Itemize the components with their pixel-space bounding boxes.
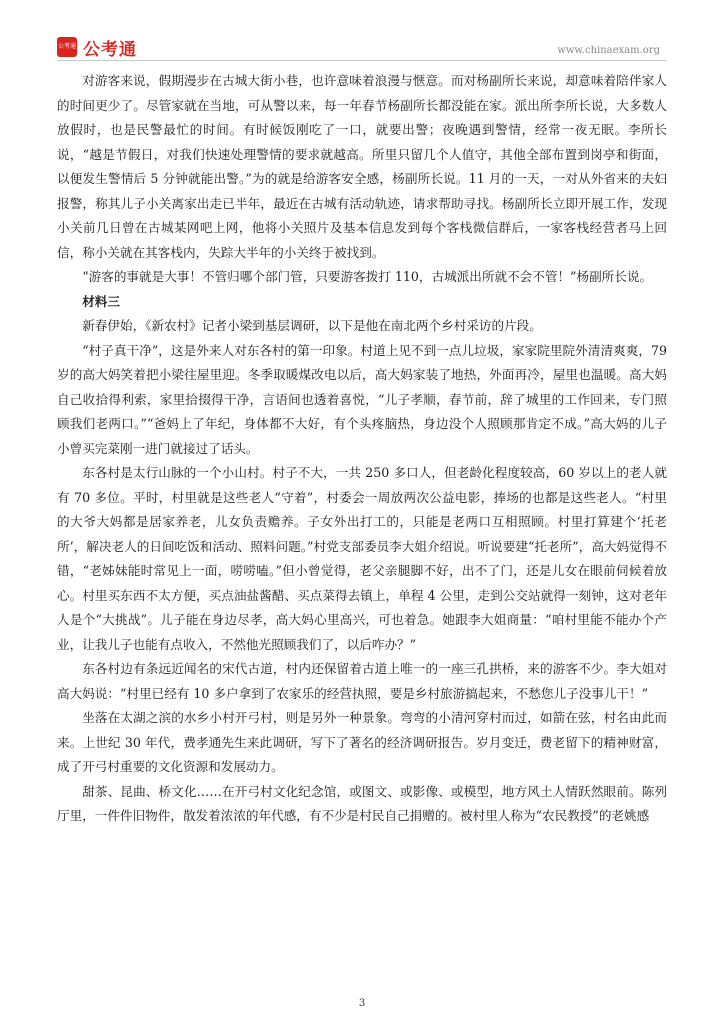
page-number: 3: [358, 998, 366, 1009]
paragraph: “村子真干净”，这是外来人对东各村的第一印象。村道上见不到一点儿垃圾，家家院里院外清清爽爽，79 岁的高大妈笑着把小梁往屋里迎。冬季取暖煤改电以后，高大妈家装了地热，外面再冷，屋里也温暖。高大妈自己收拾得利索，家里拾掇得干净，言语间也透着喜悦，“儿子孝顺，春节前，辞了城里的工作回来，专门照顾我们老两口。”“爸妈上了年纪，身体都不大好，有个头疼脑热，身边没个人照顾那肯定不成。”高大妈的儿子小曾买完菜刚一进门就接过了话头。: [57, 342, 667, 456]
paragraph: “游客的事就是大事！不管归哪个部门管，只要游客拨打 110，古城派出所就不会不管！”杨副所长说。: [82, 269, 653, 284]
paragraph: 对游客来说，假期漫步在古城大街小巷，也许意味着浪漫与惬意。而对杨副所长来说，却意味着陪伴家人的时间更少了。尽管家就在当地，可从警以来，每一年春节杨副所长都没能在家。派出所李所长说，大多数人放假时，也是民警最忙的时间。有时候饭刚吃了一口，就要出警；夜晚遇到警情，经常一夜无眠。李所长说，“越是节假日，对我们快速处理警情的要求就越高。所里只留几个人值守，其他全部布置到岗亭和街面，以便发生警情后 5 分钟就能出警。”为的就是给游客安全感，杨副所长说。11 月的一天，一对从外省来的夫妇报警，称其儿子小关离家出走已半年，最近在古城有活动轨迹，请求帮助寻找。杨副所长立即开展工作，发现小关前几日曾在古城某网吧上网，他将小关照片及基本信息发到每个客栈微信群后，一家客栈经营者马上回信，称小关就在其客栈内，失踪大半年的小关终于被找到。: [57, 73, 667, 260]
logo-badge: 公考通: [57, 37, 77, 57]
page-header: [0, 0, 724, 62]
site-logo[interactable]: [57, 37, 137, 60]
logo-text: 公考通: [83, 39, 137, 60]
paragraph: 东各村是太行山脉的一个小山村。村子不大，一共 250 多口人，但老龄化程度较高，60 岁以上的老人就有 70 多位。平时，村里就是这些老人“守着”，村委会一周放两次公益电影，捧场的也都是这些老人。“村里的大爷大妈都是居家养老，儿女负责赡养。子女外出打工的，只能是老两口互相照顾。村里打算建个‘托老所’，解决老人的日间吃饭和活动、照料问题。”村党支部委员李大姐介绍说。听说要建“托老所”，高大妈觉得不错，“老姊妹能时常见上一面，唠唠嗑。”但小曾觉得，老父亲腿脚不好，出不了门，还是儿女在眼前伺候着放心。村里买东西不太方便，买点油盐酱醋、买点菜得去镇上，单程 4 公里，走到公交站就得一刻钟，这对老年人是个“大挑战”。儿子能在身边尽孝，高大妈心里高兴，可也着急。她跟李大姐商量：“咱村里能不能办个产业，让我儿子也能有点收入，不然他光照顾我们了，以后咋办？”: [57, 465, 667, 652]
paragraph: 坐落在太湖之滨的水乡小村开弓村，则是另外一种景象。弯弯的小清河穿村而过，如箭在弦，村名由此而来。上世纪 30 年代，费孝通先生来此调研，写下了著名的经济调研报告。岁月变迁，费老留下的精神财富，成了开弓村重要的文化资源和发展动力。: [57, 710, 667, 774]
paragraph: 新春伊始，《新农村》记者小梁到基层调研，以下是他在南北两个乡村采访的片段。: [82, 318, 542, 333]
section-heading: 材料三: [82, 293, 120, 309]
paragraph: 东各村边有条远近闻名的宋代古道，村内还保留着古道上唯一的一座三孔拱桥，来的游客不少。李大姐对高大妈说：“村里已经有 10 多户拿到了农家乐的经营执照，要是乡村旅游搞起来，不愁您儿子没事儿干！”: [57, 661, 667, 701]
document-body: [57, 69, 667, 829]
header-divider: [57, 60, 667, 61]
paragraph: 甜茶、昆曲、桥文化……在开弓村文化纪念馆，或图文、或影像、或模型，地方风土人情跃然眼前。陈列厅里，一件件旧物件，散发着浓浓的年代感，有不少是村民自己捐赠的。被村里人称为“农民教授”的老姚感: [57, 783, 667, 823]
site-url[interactable]: www.chinaexam.org: [557, 45, 660, 56]
